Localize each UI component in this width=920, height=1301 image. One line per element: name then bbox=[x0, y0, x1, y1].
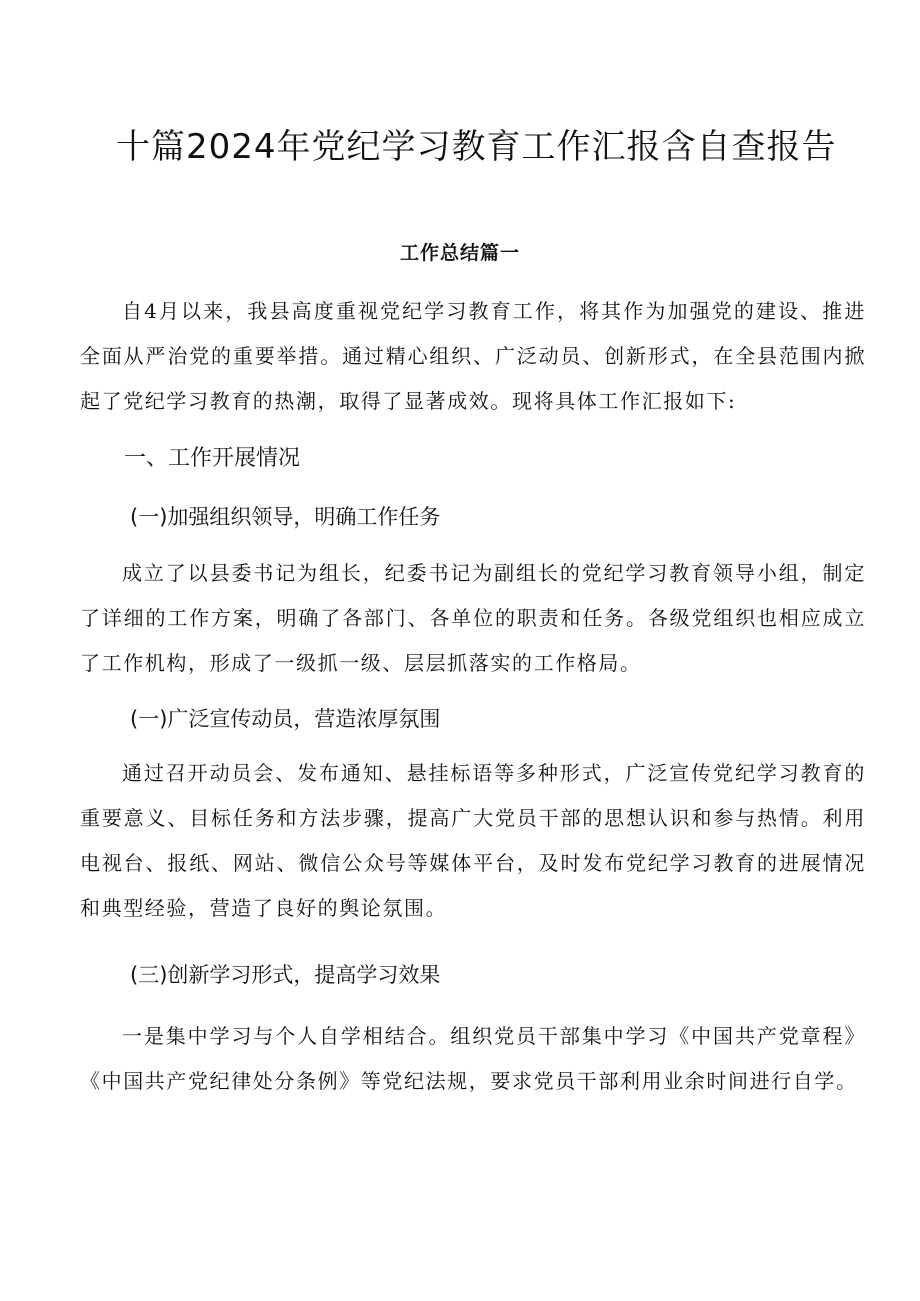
section-heading-work-status: 一、工作开展情况 bbox=[124, 446, 301, 471]
publicity-paragraph: 通过召开动员会、发布通知、悬挂标语等多种形式，广泛宣传党纪学习教育的重要意义、目标任务和方法步骤，提高广大党员干部的思想认识和参与热情。利用电视台、报纸、网站、微信公众号等媒体平台，及时发布党纪学习教育的进展情况和典型经验，营造了良好的舆论氛围。 bbox=[80, 761, 866, 920]
learning-forms-paragraph: 一是集中学习与个人自学相结合。组织党员干部集中学习《中国共产党章程》《中国共产党纪律处分条例》等党纪法规，要求党员干部利用业余时间进行自学。 bbox=[80, 1024, 866, 1093]
document-subtitle: 工作总结篇一 bbox=[399, 242, 520, 264]
subsection-heading-publicity: (一)广泛宣传动员，营造浓厚氛围 bbox=[130, 707, 441, 731]
intro-paragraph: 自4月以来，我县高度重视党纪学习教育工作，将其作为加强党的建设、推进全面从严治党的重要举措。通过精心组织、广泛动员、创新形式，在全县范围内掀起了党纪学习教育的热潮，取得了显著成效。现将具体工作汇报如下: bbox=[80, 299, 866, 413]
document-title: 十篇2024年党纪学习教育工作汇报含自查报告 bbox=[116, 127, 837, 167]
subsection-heading-learning-forms: (三)创新学习形式，提高学习效果 bbox=[130, 963, 441, 987]
subsection-heading-organization: (一)加强组织领导，明确工作任务 bbox=[130, 505, 441, 529]
organization-paragraph: 成立了以县委书记为组长，纪委书记为副组长的党纪学习教育领导小组，制定了详细的工作方案，明确了各部门、各单位的职责和任务。各级党组织也相应成立了工作机构，形成了一级抓一级、层层抓落实的工作格局。 bbox=[80, 561, 866, 675]
